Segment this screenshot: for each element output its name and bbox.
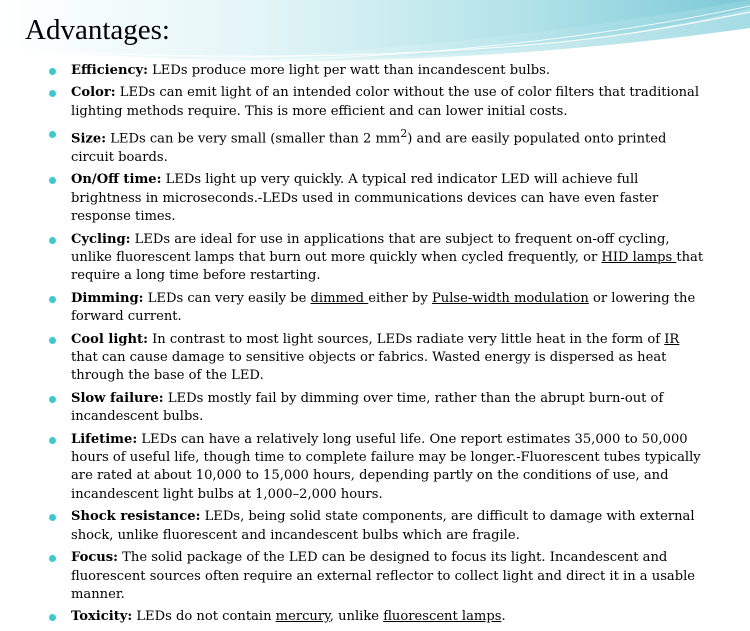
item-term: Focus: bbox=[71, 550, 119, 566]
slide-title: Advantages: bbox=[25, 14, 170, 46]
item-text: LEDs, being solid state components, are difficult to damage with external shock, unlike fluorescent and incandescent bulbs which are fragile. bbox=[71, 509, 695, 543]
item-text: LEDs do not contain bbox=[132, 609, 276, 625]
list-item-color bbox=[0, 84, 750, 121]
mercury-link[interactable]: mercury bbox=[275, 609, 330, 625]
list-item-cycling bbox=[0, 231, 750, 286]
ir-link[interactable]: IR bbox=[664, 331, 680, 347]
item-term: Shock resistance: bbox=[71, 509, 201, 525]
item-text: either by bbox=[368, 290, 432, 306]
list-item-efficiency bbox=[0, 62, 750, 80]
item-text: The solid package of the LED can be designed to focus its light. Incandescent and fluorescent sources often require an external reflector to collect light and direct it in a usable manner. bbox=[71, 550, 696, 602]
item-term: Cycling: bbox=[71, 231, 131, 247]
bullet-icon bbox=[49, 90, 56, 97]
item-term: Dimming: bbox=[71, 290, 144, 306]
list-item-cool-light bbox=[0, 331, 750, 386]
item-text: that can cause damage to sensitive objects or fabrics. Wasted energy is dispersed as heat through the base of the LED. bbox=[71, 350, 667, 384]
item-text: LEDs are ideal for use in applications that are subject to frequent on-off cycling, unlike fluorescent lamps that burn out more quickly when cycled frequently, or bbox=[71, 231, 670, 266]
bullet-icon bbox=[49, 555, 56, 562]
item-text: . bbox=[501, 609, 506, 625]
dimmed-link[interactable]: dimmed bbox=[310, 290, 369, 306]
list-item-toxicity bbox=[0, 608, 750, 626]
item-term: Size: bbox=[71, 131, 107, 147]
bullet-icon bbox=[49, 177, 56, 184]
item-text: LEDs can very easily be bbox=[143, 290, 311, 306]
list-item-on-off-time bbox=[0, 171, 750, 226]
list-item-lifetime bbox=[0, 431, 750, 505]
bullet-icon bbox=[49, 237, 56, 244]
item-text: , unlike bbox=[329, 609, 384, 625]
bullet-icon bbox=[49, 437, 56, 444]
item-text: In contrast to most light sources, LEDs radiate very little heat in the form of bbox=[147, 331, 665, 347]
item-term: On/Off time: bbox=[71, 172, 162, 188]
item-text: that require a long time before restarting. bbox=[71, 250, 704, 284]
fluorescent-lamps-link[interactable]: fluorescent lamps bbox=[383, 609, 502, 625]
item-text: LEDs mostly fail by dimming over time, rather than the abrupt burn-out of incandescent bulbs. bbox=[71, 390, 664, 425]
item-text: LEDs can emit light of an intended color without the use of color filters that traditional lighting methods require. This is more efficient and can lower initial costs. bbox=[71, 85, 700, 119]
list-item-dimming bbox=[0, 290, 750, 327]
item-term: Lifetime: bbox=[71, 431, 138, 447]
list-item-slow-failure bbox=[0, 390, 750, 427]
bullet-icon bbox=[49, 68, 56, 75]
item-text: LEDs produce more light per watt than incandescent bulbs. bbox=[147, 63, 550, 78]
superscript: 2 bbox=[400, 127, 408, 141]
bullet-icon bbox=[49, 514, 56, 521]
advantages-list bbox=[0, 62, 750, 631]
hid-lamps-link[interactable]: HID lamps bbox=[601, 250, 677, 266]
item-text: or lowering the forward current. bbox=[71, 290, 696, 325]
item-text: LEDs can be very small (smaller than 2 mm bbox=[106, 131, 401, 147]
list-item-shock-resistance bbox=[0, 508, 750, 545]
bullet-icon bbox=[49, 337, 56, 344]
item-term: Toxicity: bbox=[71, 609, 133, 625]
item-term: Efficiency: bbox=[71, 63, 148, 78]
item-text: ) and are easily populated onto printed circuit boards. bbox=[71, 131, 667, 165]
item-term: Cool light: bbox=[71, 331, 148, 347]
item-term: Color: bbox=[71, 85, 116, 101]
bullet-icon bbox=[49, 296, 56, 303]
bullet-icon bbox=[49, 396, 56, 403]
item-text: LEDs light up very quickly. A typical red indicator LED will achieve full brightness in microseconds.-LEDs used in communications devices can have even faster response times. bbox=[71, 172, 659, 225]
bullet-icon bbox=[49, 614, 56, 621]
list-item-size bbox=[0, 125, 750, 167]
bullet-icon bbox=[49, 131, 56, 138]
pulse-width-modulation-link[interactable]: Pulse-width modulation bbox=[431, 290, 589, 306]
item-term: Slow failure: bbox=[71, 390, 164, 406]
list-item-focus bbox=[0, 549, 750, 604]
item-text: LEDs can have a relatively long useful life. One report estimates 35,000 to 50,000 hours of useful life, though time to complete failure may be longer.-Fluorescent tubes typically are rated at about 10,000 to 15,000 hours, depending partly on the conditions of use, and incandescent light bulbs at 1,000–2,000 hours. bbox=[71, 431, 701, 502]
